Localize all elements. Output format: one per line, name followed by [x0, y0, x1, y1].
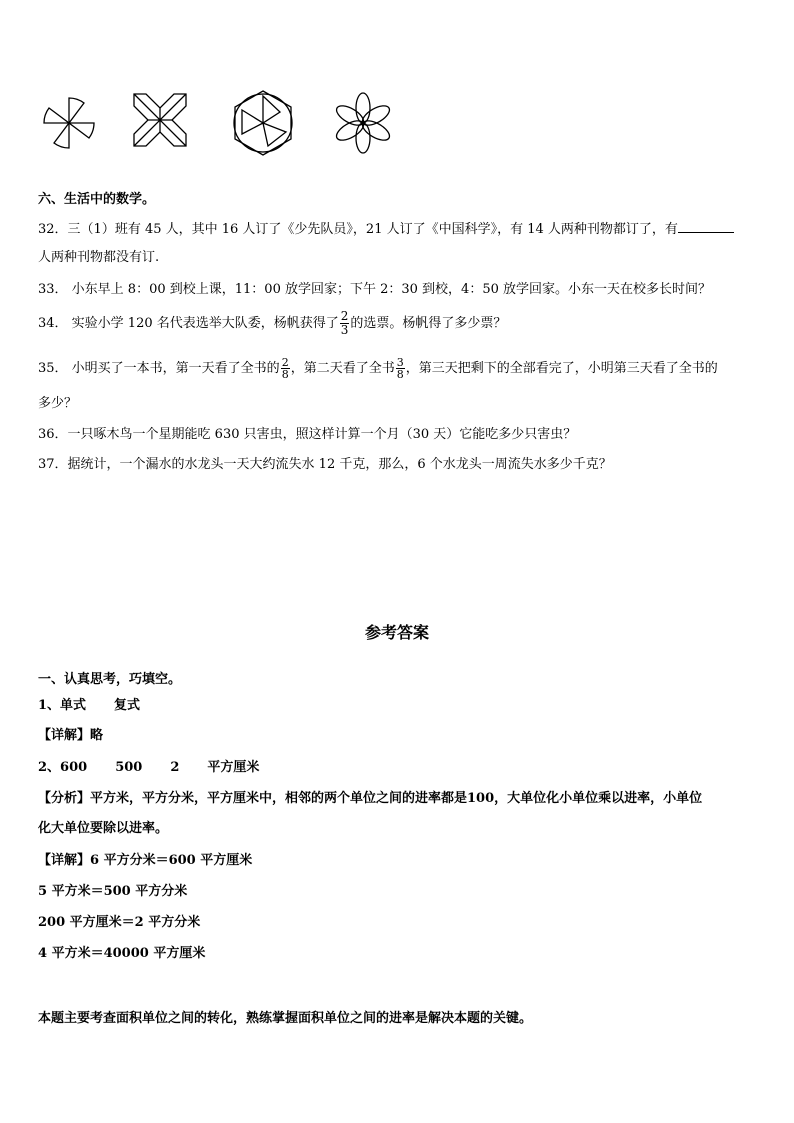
fraction-numerator: 2	[340, 309, 349, 323]
answer-2-detail-1: 【详解】6 平方分米＝600 平方厘米	[38, 853, 253, 868]
pinwheel-figure	[36, 90, 102, 156]
question-37: 37．据统计，一个漏水的水龙头一天大约流失水 12 千克，那么，6 个水龙头一周流失水多少千克？	[38, 457, 612, 472]
answer-2	[38, 759, 259, 777]
answer-2-detail-4: 4 平方米＝40000 平方厘米	[38, 946, 206, 961]
question-33: 33． 小东早上 8：00 到校上课，11：00 放学回家；下午 2：30 到校，4：50 放学回家。小东一天在校多长时间？	[38, 282, 711, 297]
question-34-text-b: 的选票。杨帆得了多少票？	[350, 316, 507, 331]
answer-2-value3: 2	[170, 760, 180, 775]
question-36: 36．一只啄木鸟一个星期能吃 630 只害虫，照这样计算一个月（30 天）它能吃多少只害虫？	[38, 427, 577, 442]
answer-2-value2: 500	[115, 760, 143, 775]
question-32-line2: 人两种刊物都没有订.	[38, 250, 160, 265]
fraction-numerator: 2	[281, 356, 289, 369]
answer-2-value1: 2、600	[38, 760, 88, 775]
answer-2-detail-2: 5 平方米＝500 平方分米	[38, 884, 188, 899]
fraction-denominator: 8	[281, 368, 289, 381]
fraction-denominator: 8	[396, 368, 404, 381]
flower-figure	[330, 90, 396, 156]
answer-2-analysis-line2: 化大单位要除以进率。	[38, 821, 169, 836]
question-35-text-a: 35． 小明买了一本书，第一天看了全书的	[38, 361, 280, 376]
hexagon-figure	[228, 88, 298, 158]
answer-2-analysis-line1: 【分析】平方米，平方分米，平方厘米中，相邻的两个单位之间的进率都是100，大单位化小单位乘以进率，小单位	[38, 791, 703, 806]
question-32-line1	[38, 220, 734, 239]
question-34-text-a: 34． 实验小学 120 名代表选举大队委，杨帆获得了	[38, 316, 339, 331]
answer-1-value2: 复式	[114, 698, 141, 713]
fraction-numerator: 3	[396, 356, 404, 369]
question-35-text-c: ，第三天把剩下的全部看完了，小明第三天看了全书的	[405, 361, 718, 376]
fraction-two-eighths	[281, 357, 290, 380]
answer-1-value1: 1、单式	[38, 698, 87, 713]
question-35-line2: 多少？	[38, 396, 78, 411]
answer-1-detail: 【详解】略	[38, 728, 104, 743]
fraction-three-eighths	[396, 357, 405, 380]
answer-2-value4: 平方厘米	[207, 760, 260, 775]
figures-row	[30, 88, 410, 158]
answer-2-detail-3: 200 平方厘米＝2 平方分米	[38, 915, 201, 930]
answer-blank[interactable]	[678, 220, 734, 233]
question-32-text: 32．三（1）班有 45 人，其中 16 人订了《少先队员》，21 人订了《中国科学》，有 14 人两种刊物都订了，有	[38, 222, 678, 237]
answer-section1-title: 一、认真思考，巧填空。	[38, 672, 182, 687]
question-35-text-b: ，第二天看了全书	[290, 361, 395, 376]
question-34	[38, 310, 506, 337]
question-35-line1	[38, 357, 718, 380]
answers-title: 参考答案	[364, 623, 429, 642]
fraction-denominator: 3	[340, 323, 349, 337]
answer-2-summary: 本题主要考查面积单位之间的转化，熟练掌握面积单位之间的进率是解决本题的关键。	[38, 1011, 533, 1026]
section6-title: 六、生活中的数学。	[38, 192, 156, 207]
answer-1	[38, 697, 140, 715]
fraction-two-thirds	[340, 310, 350, 337]
cross-figure	[130, 90, 190, 150]
